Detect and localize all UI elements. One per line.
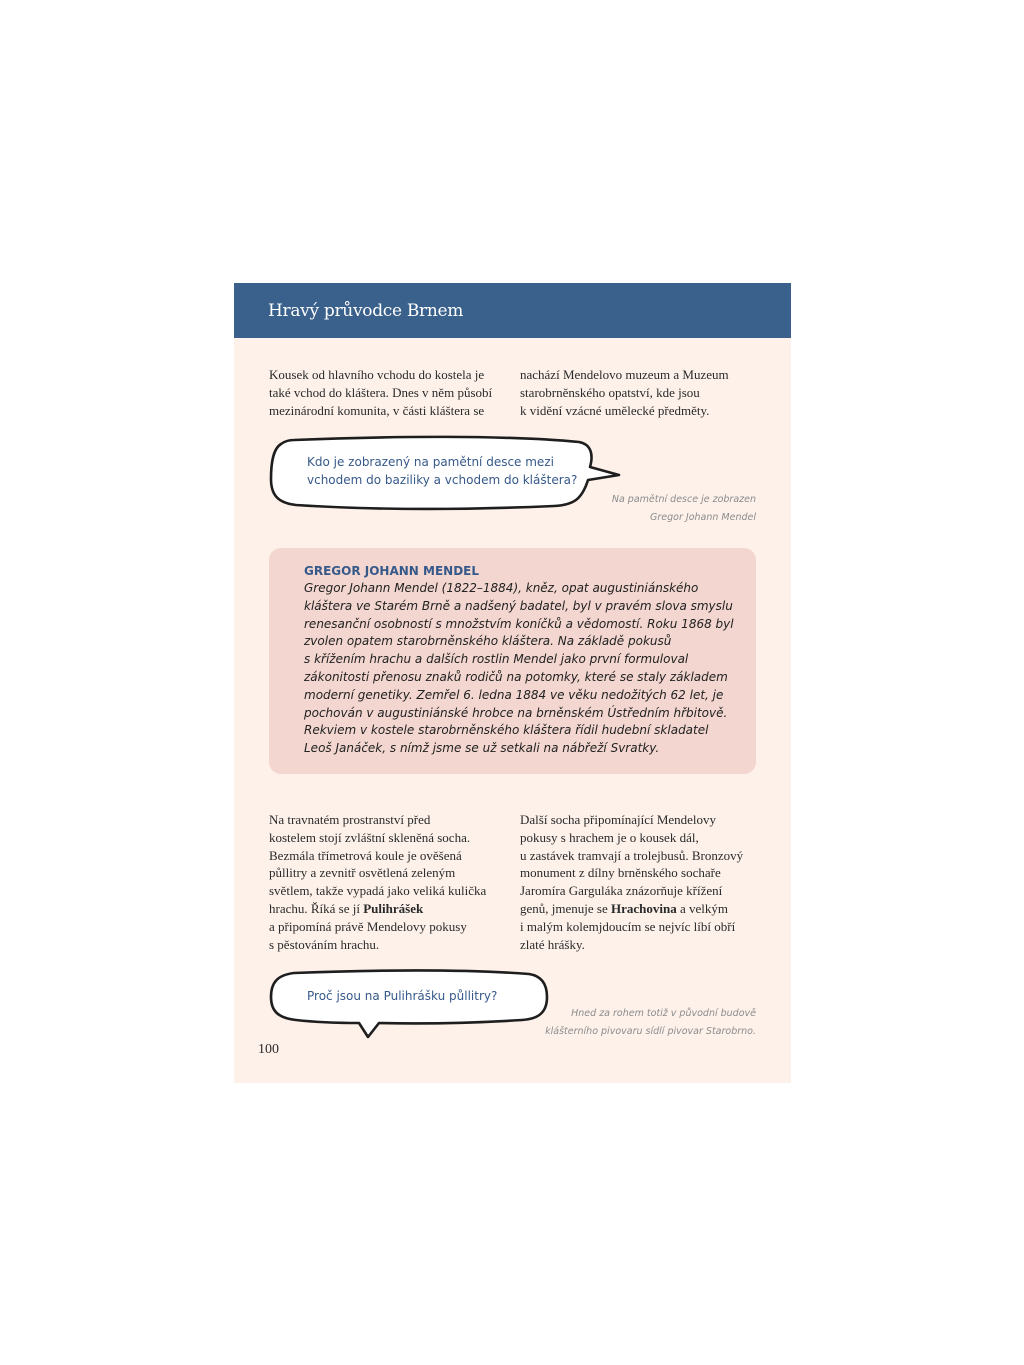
text-line: a připomíná právě Mendelovy pokusy (269, 918, 467, 934)
text-line: kostelem stojí zvláštní skleněná socha. (269, 829, 471, 845)
text-fragment: a velkým (676, 900, 728, 916)
info-line: kláštera ve Starém Brně a nadšený badatel, byl v pravém slova smyslu (304, 598, 733, 613)
intro-right-column (520, 366, 765, 419)
text-line: Bezmála třímetrová koule je ověšená (269, 847, 462, 863)
text-line: k vidění vzácné umělecké předměty. (520, 402, 710, 418)
text-line: i malým kolemjdoucím se nejvíc líbí obří (520, 918, 736, 934)
answer-line: Gregor Johann Mendel (650, 512, 756, 523)
info-line: Gregor Johann Mendel (1822–1884), kněz, opat augustiniánského (304, 581, 699, 595)
text-line: u zastávek tramvají a trolejbusů. Bronzový (520, 847, 744, 863)
info-line: zákonitosti přenosu znaků rodičů na potomky, které se staly základem (304, 669, 728, 684)
section2-left-column (269, 811, 519, 953)
question-line: Kdo je zobrazený na pamětní desce mezi (307, 455, 554, 469)
text-line: Jaromíra Garguláka znázorňuje křížení (520, 883, 723, 899)
text-line: zlaté hrášky. (520, 936, 585, 952)
header-title: Hravý průvodce Brnem (268, 301, 464, 321)
text-line: s pěstováním hrachu. (269, 936, 380, 952)
text-line: monument z dílny brněnského sochaře (520, 865, 721, 881)
text-line: světlem, takže vypadá jako veliká kulička (269, 883, 487, 899)
answer-line: klášterního pivovaru sídlí pivovar Starobrno. (545, 1026, 756, 1037)
answer-line: Na pamětní desce je zobrazen (611, 494, 756, 505)
info-line: renesanční osobností s množstvím koníčků a vědomostí. Roku 1868 byl (304, 616, 734, 631)
text-line (269, 900, 519, 918)
mendel-info-box (269, 548, 756, 774)
info-line: zvolen opatem starobrněnského kláštera. Na základě pokusů (304, 634, 672, 649)
answer-line: Hned za rohem totiž v původní budově (571, 1008, 756, 1019)
page-header (234, 283, 791, 338)
text-line: Na travnatém prostranství před (269, 812, 431, 827)
info-line: pochován v augustiniánské hrobce na brněnském Ústředním hřbitově. (304, 705, 728, 720)
page-number: 100 (258, 1042, 279, 1057)
info-line: s křížením hrachu a dalších rostlin Mendel jako první formuloval (304, 652, 689, 667)
question-2-text: Proč jsou na Pulihrášku půllitry? (307, 989, 498, 1003)
answer-2 (476, 1005, 756, 1041)
text-fragment: genů, jmenuje se (520, 900, 611, 916)
text-line: mezinárodní komunita, v části kláštera se (269, 402, 485, 418)
info-line: moderní genetiky. Zemřel 6. ledna 1884 ve věku nedožitých 62 let, je (304, 687, 724, 702)
question-line: vchodem do baziliky a vchodem do kláštera? (307, 472, 578, 487)
text-line: Kousek od hlavního vchodu do kostela je (269, 367, 485, 382)
intro-left-column (269, 366, 514, 419)
pulihrasek-name: Pulihrášek (363, 900, 424, 916)
text-line (520, 900, 775, 918)
question-1-text (307, 454, 577, 489)
text-fragment: hrachu. Říká se jí (269, 900, 364, 916)
text-line: také vchod do kláštera. Dnes v něm působí (269, 384, 493, 400)
text-line: nachází Mendelovo muzeum a Muzeum (520, 367, 729, 382)
hrachovina-name: Hrachovina (610, 900, 677, 916)
book-page (234, 283, 791, 1083)
info-line: Leoš Janáček, s nímž jsme se už setkali na nábřeží Svratky. (304, 741, 660, 756)
text-line: Další socha připomínající Mendelovy (520, 812, 717, 827)
text-line: starobrněnského opatství, kde jsou (520, 384, 700, 400)
answer-1 (516, 491, 756, 527)
text-line: půllitry a zevnitř osvětlená zeleným (269, 865, 456, 881)
section2-right-column (520, 811, 775, 953)
info-box-text (304, 580, 744, 758)
info-box-title: GREGOR JOHANN MENDEL (304, 564, 480, 578)
text-line: pokusy s hrachem je o kousek dál, (520, 829, 699, 845)
info-line: Rekviem v kostele starobrněnského kláštera řídil hudební skladatel (304, 723, 709, 738)
